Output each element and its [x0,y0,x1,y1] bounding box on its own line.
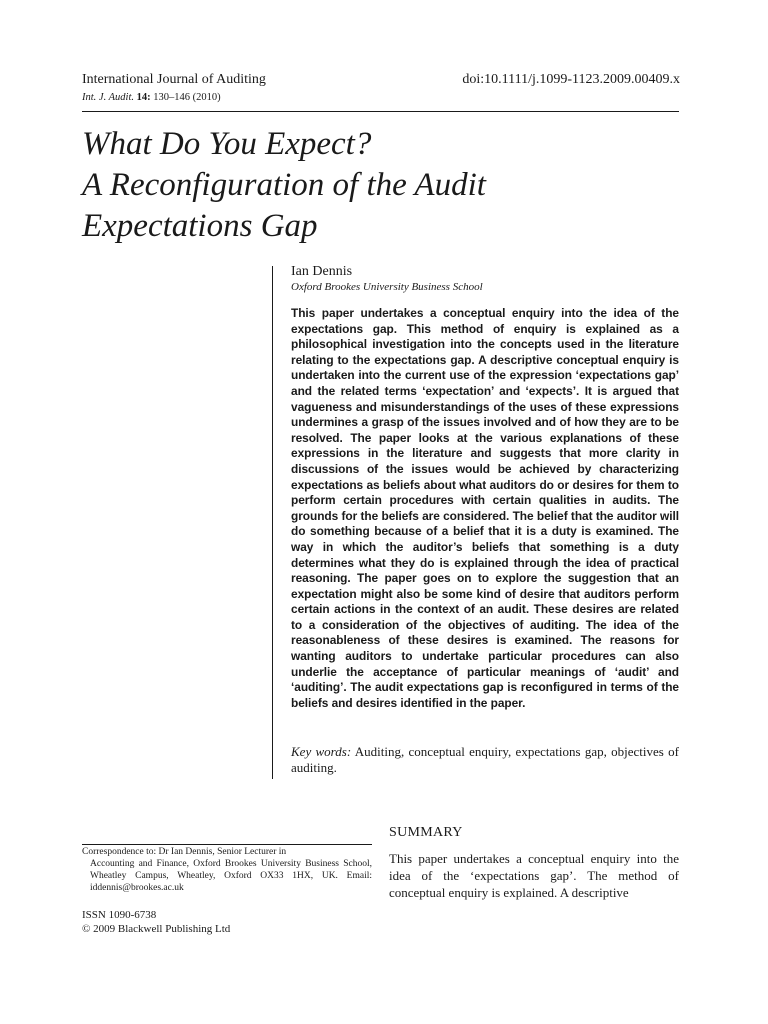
correspondence-rule [82,844,372,845]
header-rule [82,111,679,112]
citation [82,92,221,103]
title-line-2: A Reconfiguration of the Audit [82,167,486,203]
doi: doi:10.1111/j.1099-1123.2009.00409.x [462,72,680,87]
issn: ISSN 1090-6738 [82,909,157,921]
author-affiliation: Oxford Brookes University Business School [291,281,483,293]
correspondence-rest: Accounting and Finance, Oxford Brookes University Business School, Wheatley Campus, Wheatley, Oxford OX33 1HX, UK. Email: iddennis@brookes.ac.uk [90,859,372,893]
correspondence [82,846,372,894]
citation-volume: 14: [136,92,151,103]
summary-heading: SUMMARY [389,825,463,840]
title-line-3: Expectations Gap [82,208,318,244]
correspondence-line-1: Correspondence to: Dr Ian Dennis, Senior Lecturer in [82,847,287,857]
title-line-1: What Do You Expect? [82,126,372,162]
keywords [291,744,679,776]
keywords-label: Key words: [291,744,352,759]
copyright: © 2009 Blackwell Publishing Ltd [82,923,231,935]
summary-text: This paper undertakes a conceptual enquiry into the idea of the ‘expectations gap’. The method of conceptual enquiry is explained. A descriptive [389,851,679,900]
keywords-text: Auditing, conceptual enquiry, expectations gap, objectives of auditing. [291,744,679,775]
citation-abbrev: Int. J. Audit. [82,92,135,103]
citation-pages: 130–146 (2010) [153,92,221,103]
abstract-bar [272,266,273,779]
author-name: Ian Dennis [291,264,353,279]
issn-block [82,908,230,936]
paper-title [82,124,486,247]
journal-name: International Journal of Auditing [82,72,266,87]
abstract: This paper undertakes a conceptual enquiry into the idea of the expectations gap. This method of enquiry is explained as a philosophical investigation into the concepts used in the literature relating to the expectations gap. A descriptive conceptual enquiry is undertaken into the current use of the expression ‘expectations gap’ and the related terms ‘expectation’ and ‘expects’. It is argued that vagueness and misunderstandings of the uses of these expressions undermines a grasp of the issues involved and of how they are to be resolved. The paper looks at the various explanations of these expressions in the literature and suggests that more clarity in discussions of the issues would be achieved by characterizing expectations as beliefs about what auditors do or desires for them to perform certain procedures with certain qualities in audits. The grounds for the beliefs are considered. The belief that the auditor will do something because of a belief that it is a duty is examined. The way in which the auditor’s beliefs that something is a duty determines what they do is explained through the idea of practical reasoning. The paper goes on to explore the suggestion that an expectation might also be some kind of desire that auditors perform certain actions in the context of an audit. These desires are related to a consideration of the objectives of auditing. The idea of the reasonableness of these desires is examined. The reasons for wanting auditors to undertake particular procedures can also underlie the acceptance of particular meanings of ‘audit’ and ‘auditing’. The audit expectations gap is reconfigured in terms of the beliefs and desires identified in the paper. [291,306,679,710]
